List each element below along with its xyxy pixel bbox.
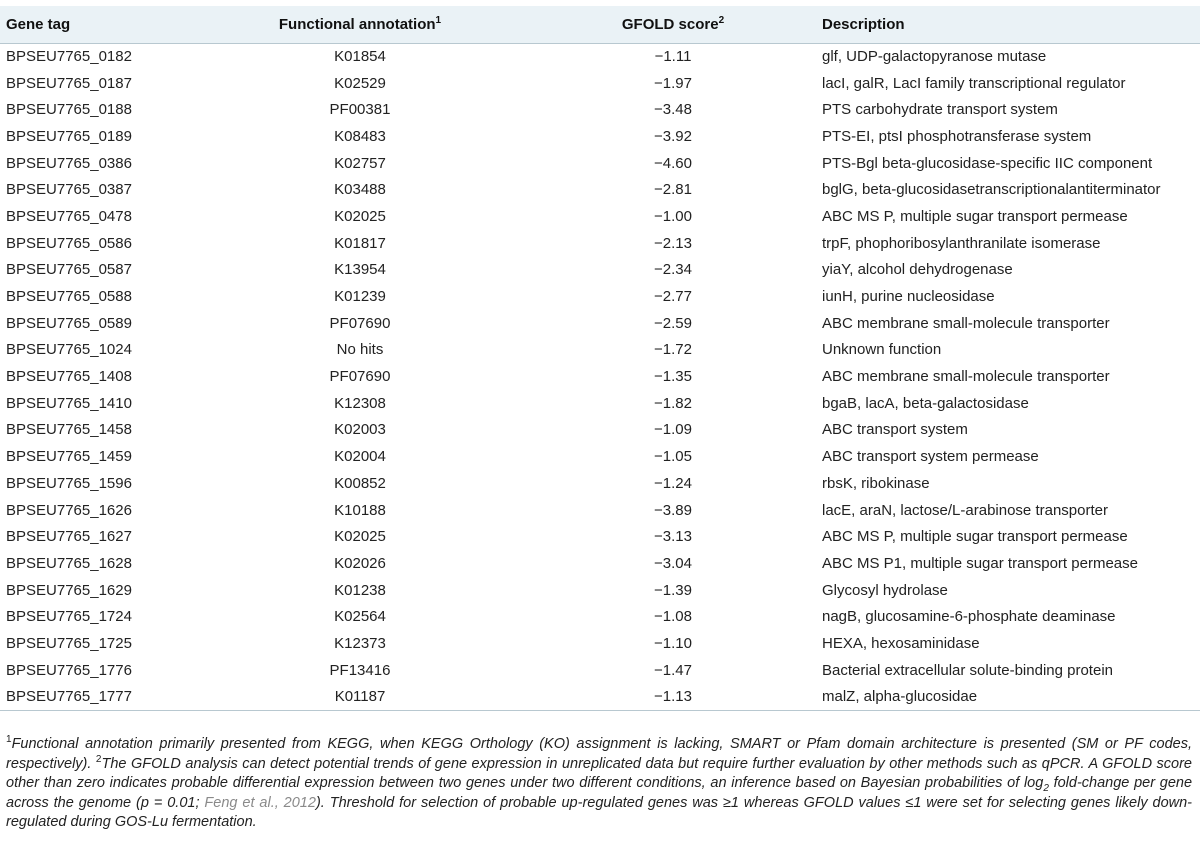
gene-tag-cell: BPSEU7765_1410 bbox=[6, 394, 132, 412]
description-cell: ABC MS P, multiple sugar transport permease bbox=[822, 528, 1128, 546]
description-cell: lacI, galR, LacI family transcriptional regulator bbox=[822, 74, 1126, 92]
gene-tag-cell: BPSEU7765_1408 bbox=[6, 368, 132, 386]
header-gene-tag-label: Gene tag bbox=[6, 15, 71, 33]
table-row bbox=[0, 443, 1200, 470]
gfold-score-cell: −2.13 bbox=[654, 234, 692, 252]
gfold-score-cell: −3.13 bbox=[654, 528, 692, 546]
gfold-score-cell: −1.13 bbox=[530, 684, 816, 711]
footnote-2-text-a: The GFOLD analysis can detect potential trends of gene expression in unreplicated data but require further evaluation by other methods such as qPCR. A GFOLD score other than zero indicates probable differential expression between two genes under two different conditions, an inference based on Bayesian probabilities of log bbox=[6, 755, 1192, 792]
gfold-score-cell: −3.92 bbox=[654, 127, 692, 145]
description-cell: bgaB, lacA, beta-galactosidase bbox=[822, 394, 1029, 412]
functional-annotation-cell: K02026 bbox=[334, 554, 386, 572]
description-cell: PTS carbohydrate transport system bbox=[822, 101, 1058, 119]
gfold-score-cell: −1.24 bbox=[654, 474, 692, 492]
gfold-score-cell: −3.04 bbox=[654, 554, 692, 572]
footnote-ref-1: 1 bbox=[435, 14, 442, 26]
table-row bbox=[0, 603, 1200, 630]
gene-tag-cell: BPSEU7765_0188 bbox=[6, 101, 132, 119]
functional-annotation-cell: K10188 bbox=[334, 501, 386, 519]
table-row bbox=[0, 176, 1200, 203]
table-row bbox=[0, 337, 1200, 364]
gfold-score-cell: −3.48 bbox=[654, 101, 692, 119]
functional-annotation-cell: K01238 bbox=[334, 581, 386, 599]
gfold-score-cell: −1.72 bbox=[654, 341, 692, 359]
description-cell: PTS-Bgl beta-glucosidase-specific IIC component bbox=[822, 154, 1153, 172]
header-gfold-score bbox=[530, 6, 816, 43]
gene-tag-cell: BPSEU7765_0586 bbox=[6, 234, 132, 252]
gfold-score-cell: −1.35 bbox=[654, 368, 692, 386]
description-cell: Bacterial extracellular solute-binding protein bbox=[822, 661, 1113, 679]
functional-annotation-cell: PF13416 bbox=[329, 661, 391, 679]
gfold-score-cell: −1.11 bbox=[654, 48, 692, 66]
header-functional-annotation-label: Functional annotation bbox=[278, 15, 436, 33]
description-cell: glf, UDP-galactopyranose mutase bbox=[822, 48, 1047, 66]
description-cell: ABC membrane small-molecule transporter bbox=[822, 368, 1110, 386]
table-row bbox=[0, 523, 1200, 550]
functional-annotation-cell: K01187 bbox=[190, 684, 530, 711]
functional-annotation-cell: K01817 bbox=[334, 234, 386, 252]
gene-tag-cell: BPSEU7765_0478 bbox=[6, 207, 132, 225]
description-cell: Glycosyl hydrolase bbox=[822, 581, 948, 599]
functional-annotation-cell: K08483 bbox=[334, 127, 386, 145]
footnote-2-mark: 2 bbox=[95, 753, 102, 765]
functional-annotation-cell: K01854 bbox=[334, 48, 386, 66]
gene-tag-cell: BPSEU7765_0187 bbox=[6, 74, 132, 92]
table-row bbox=[0, 203, 1200, 230]
gfold-score-cell: −2.81 bbox=[654, 181, 692, 199]
gene-tag-cell: BPSEU7765_1628 bbox=[6, 554, 132, 572]
header-description bbox=[816, 6, 1200, 43]
gfold-score-cell: −1.39 bbox=[654, 581, 692, 599]
footnote-1-text: Functional annotation primarily presented from KEGG, when KEGG Orthology (KO) assignment is lacking, SMART or Pfam domain architecture is presented (SM or PF codes, respectively). bbox=[6, 736, 1192, 772]
functional-annotation-cell: K02529 bbox=[334, 74, 386, 92]
footnote-1-mark: 1 bbox=[6, 734, 12, 745]
table-footnote bbox=[6, 735, 1192, 833]
table-row bbox=[0, 417, 1200, 444]
table-row bbox=[0, 310, 1200, 337]
table-row bbox=[0, 283, 1200, 310]
functional-annotation-cell: PF00381 bbox=[329, 101, 391, 119]
functional-annotation-cell: K02025 bbox=[334, 528, 386, 546]
footnote-2-subscript: 2 bbox=[1043, 783, 1049, 795]
description-cell: lacE, araN, lactose/L-arabinose transporter bbox=[822, 501, 1108, 519]
gene-tag-cell: BPSEU7765_1458 bbox=[6, 421, 132, 439]
gene-tag-cell: BPSEU7765_1627 bbox=[6, 528, 132, 546]
description-cell: iunH, purine nucleosidase bbox=[822, 288, 995, 306]
table-header-row bbox=[0, 6, 1200, 43]
gfold-score-cell: −1.08 bbox=[654, 608, 692, 626]
table-row bbox=[0, 150, 1200, 177]
gfold-score-cell: −1.97 bbox=[654, 74, 692, 92]
description-cell: Unknown function bbox=[822, 341, 942, 359]
description-cell: nagB, glucosamine-6-phosphate deaminase bbox=[822, 608, 1116, 626]
gfold-score-cell: −1.10 bbox=[654, 634, 692, 652]
gene-tag-cell: BPSEU7765_1024 bbox=[6, 341, 132, 359]
functional-annotation-cell: No hits bbox=[336, 341, 384, 359]
gene-tag-cell: BPSEU7765_1725 bbox=[6, 634, 132, 652]
description-cell: HEXA, hexosaminidase bbox=[822, 634, 980, 652]
functional-annotation-cell: K02004 bbox=[334, 448, 386, 466]
description-cell: rbsK, ribokinase bbox=[822, 474, 930, 492]
gene-tag-cell: BPSEU7765_0386 bbox=[6, 154, 132, 172]
functional-annotation-cell: K12308 bbox=[334, 394, 386, 412]
description-cell: malZ, alpha-glucosidae bbox=[816, 684, 1200, 711]
table-row bbox=[0, 630, 1200, 657]
gfold-score-cell: −2.77 bbox=[654, 288, 692, 306]
description-cell: yiaY, alcohol dehydrogenase bbox=[822, 261, 1013, 279]
description-cell: ABC transport system permease bbox=[822, 448, 1039, 466]
functional-annotation-cell: K13954 bbox=[334, 261, 386, 279]
gfold-score-cell: −1.00 bbox=[654, 207, 692, 225]
table-row bbox=[0, 657, 1200, 684]
gene-tag-cell: BPSEU7765_0387 bbox=[6, 181, 132, 199]
gfold-score-cell: −2.59 bbox=[654, 314, 692, 332]
functional-annotation-cell: K00852 bbox=[334, 474, 386, 492]
table-row bbox=[0, 96, 1200, 123]
gene-tag-cell: BPSEU7765_0588 bbox=[6, 288, 132, 306]
gene-table bbox=[0, 6, 1200, 711]
header-description-label: Description bbox=[822, 15, 905, 33]
header-functional-annotation bbox=[190, 6, 530, 43]
table-row bbox=[0, 470, 1200, 497]
footnote-2-text-c: ). Threshold for selection of probable up-regulated genes was ≥1 whereas GFOLD values ≤1 were set for selecting genes likely down-regulated during GOS-Lu fermentation. bbox=[6, 794, 1192, 831]
table-row bbox=[0, 497, 1200, 524]
gene-tag-cell: BPSEU7765_1629 bbox=[6, 581, 132, 599]
gene-tag-cell: BPSEU7765_0189 bbox=[6, 127, 132, 145]
description-cell: trpF, phophoribosylanthranilate isomerase bbox=[822, 234, 1101, 252]
gfold-score-cell: −3.89 bbox=[654, 501, 692, 519]
table-row bbox=[0, 230, 1200, 257]
description-cell: ABC MS P, multiple sugar transport permease bbox=[822, 207, 1128, 225]
gene-tag-cell: BPSEU7765_0182 bbox=[6, 48, 132, 66]
gfold-score-cell: −1.09 bbox=[654, 421, 692, 439]
functional-annotation-cell: K02564 bbox=[334, 608, 386, 626]
table-row bbox=[0, 43, 1200, 70]
header-gene-tag bbox=[0, 6, 190, 43]
functional-annotation-cell: K02025 bbox=[334, 207, 386, 225]
table-row bbox=[0, 684, 1200, 711]
table-row bbox=[0, 550, 1200, 577]
functional-annotation-cell: K03488 bbox=[334, 181, 386, 199]
table-row bbox=[0, 390, 1200, 417]
gene-tag-cell: BPSEU7765_1596 bbox=[6, 474, 132, 492]
gene-tag-cell: BPSEU7765_0589 bbox=[6, 314, 132, 332]
description-cell: ABC MS P1, multiple sugar transport permease bbox=[822, 554, 1138, 572]
footnote-2-text-b: fold-change per gene across the genome (p = 0.01; bbox=[6, 775, 1193, 811]
citation-link[interactable]: Feng et al., 2012 bbox=[204, 794, 316, 811]
gene-tag-cell: BPSEU7765_1626 bbox=[6, 501, 132, 519]
gene-tag-cell: BPSEU7765_1777 bbox=[0, 684, 190, 711]
table-row bbox=[0, 577, 1200, 604]
gene-tag-cell: BPSEU7765_1459 bbox=[6, 448, 132, 466]
header-gfold-score-label: GFOLD score bbox=[621, 15, 719, 33]
gfold-score-cell: −1.05 bbox=[654, 448, 692, 466]
gene-tag-cell: BPSEU7765_0587 bbox=[6, 261, 132, 279]
footnote-ref-2: 2 bbox=[718, 14, 725, 26]
functional-annotation-cell: PF07690 bbox=[329, 314, 391, 332]
description-cell: bglG, beta-glucosidasetranscriptionalantiterminator bbox=[822, 181, 1161, 199]
gfold-score-cell: −1.47 bbox=[654, 661, 692, 679]
functional-annotation-cell: PF07690 bbox=[329, 368, 391, 386]
gene-tag-cell: BPSEU7765_1776 bbox=[6, 661, 132, 679]
gfold-score-cell: −1.82 bbox=[654, 394, 692, 412]
table-body bbox=[0, 43, 1200, 710]
description-cell: ABC transport system bbox=[822, 421, 968, 439]
description-cell: ABC membrane small-molecule transporter bbox=[822, 314, 1110, 332]
functional-annotation-cell: K02757 bbox=[334, 154, 386, 172]
table-row bbox=[0, 123, 1200, 150]
functional-annotation-cell: K01239 bbox=[334, 288, 386, 306]
table-row bbox=[0, 70, 1200, 97]
functional-annotation-cell: K02003 bbox=[334, 421, 386, 439]
description-cell: PTS-EI, ptsI phosphotransferase system bbox=[822, 127, 1092, 145]
table-row bbox=[0, 257, 1200, 284]
table-row bbox=[0, 363, 1200, 390]
gfold-score-cell: −2.34 bbox=[654, 261, 692, 279]
functional-annotation-cell: K12373 bbox=[334, 634, 386, 652]
gfold-score-cell: −4.60 bbox=[654, 154, 692, 172]
gene-tag-cell: BPSEU7765_1724 bbox=[6, 608, 132, 626]
